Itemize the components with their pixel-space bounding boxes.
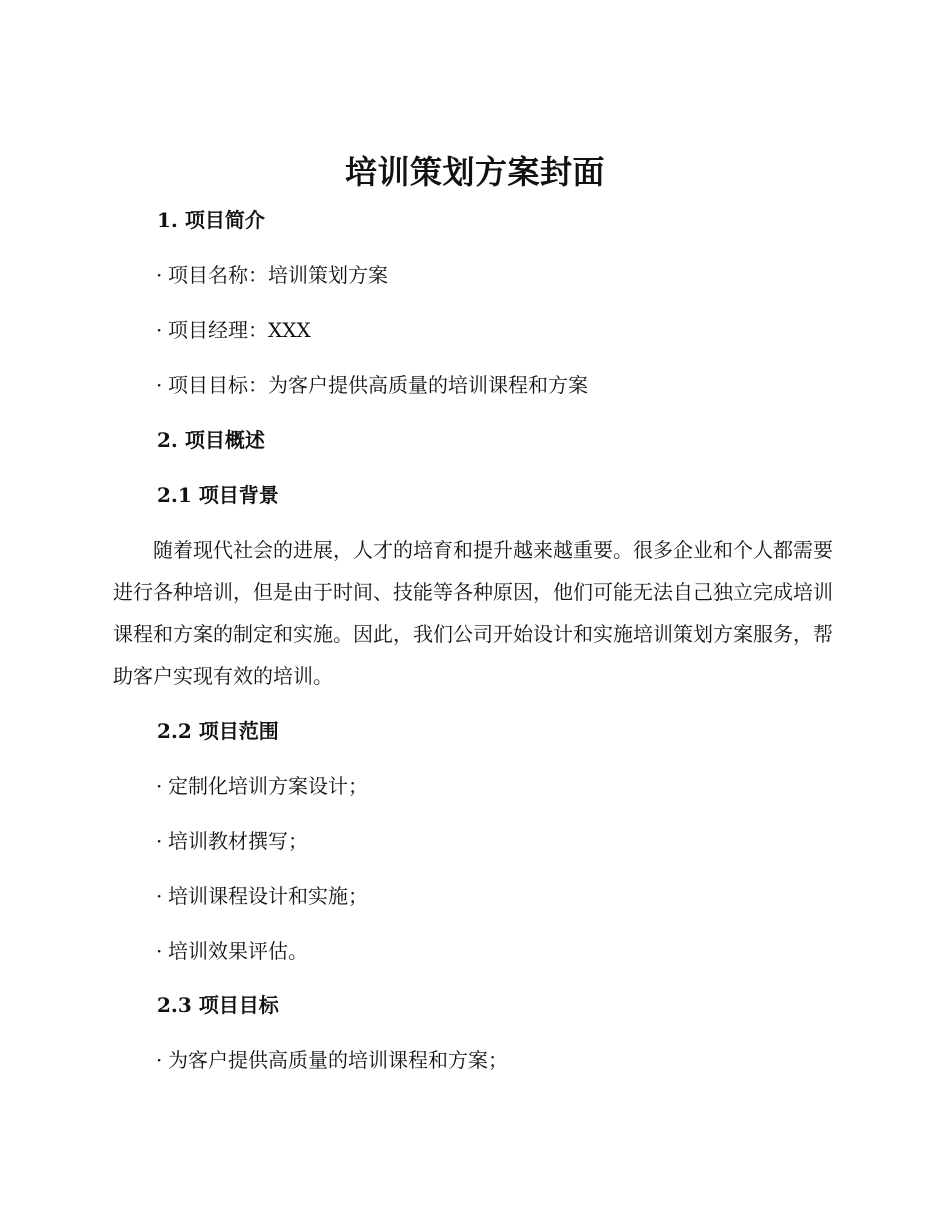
list-item-scope-1 [156, 772, 368, 800]
document-title: 培训策划方案封面 [344, 153, 605, 191]
list-item-text: 培训教材撰写； [168, 829, 308, 853]
list-item-text: 项目目标：为客户提供高质量的培训课程和方案 [168, 373, 588, 397]
list-item-text: 项目名称：培训策划方案 [168, 263, 388, 287]
bullet-dot: · [156, 829, 163, 853]
list-item-text: 定制化培训方案设计； [168, 774, 368, 798]
list-item-text: 为客户提供高质量的培训课程和方案； [168, 1048, 508, 1072]
subsection-heading-goals: 2.3 项目目标 [157, 993, 279, 1017]
bullet-dot: · [156, 373, 163, 397]
bullet-dot: · [156, 318, 163, 342]
bullet-dot: · [156, 1048, 163, 1072]
list-item-text: 项目经理：XXX [168, 318, 311, 342]
list-item-project-manager [156, 316, 311, 344]
bullet-dot: · [156, 939, 163, 963]
section-heading-overview: 2. 项目概述 [157, 428, 265, 452]
subsection-heading-background: 2.1 项目背景 [157, 483, 279, 507]
bullet-dot: · [156, 774, 163, 798]
subsection-heading-scope: 2.2 项目范围 [157, 719, 279, 743]
list-item-project-goal [156, 371, 588, 399]
list-item-scope-4 [156, 937, 308, 965]
list-item-scope-3 [156, 882, 368, 910]
list-item-scope-2 [156, 827, 308, 855]
bullet-dot: · [156, 263, 163, 287]
background-paragraph: 随着现代社会的进展，人才的培育和提升越来越重要。很多企业和个人都需要进行各种培训，但是由于时间、技能等各种原因，他们可能无法自己独立完成培训课程和方案的制定和实施。因此，我们公司开始设计和实施培训策划方案服务，帮助客户实现有效的培训。 [113, 538, 833, 688]
list-item-text: 培训效果评估。 [168, 939, 308, 963]
section-heading-intro: 1. 项目简介 [157, 208, 265, 232]
list-item-project-name [156, 261, 388, 289]
list-item-goal-1 [156, 1046, 508, 1074]
list-item-text: 培训课程设计和实施； [168, 884, 368, 908]
bullet-dot: · [156, 884, 163, 908]
